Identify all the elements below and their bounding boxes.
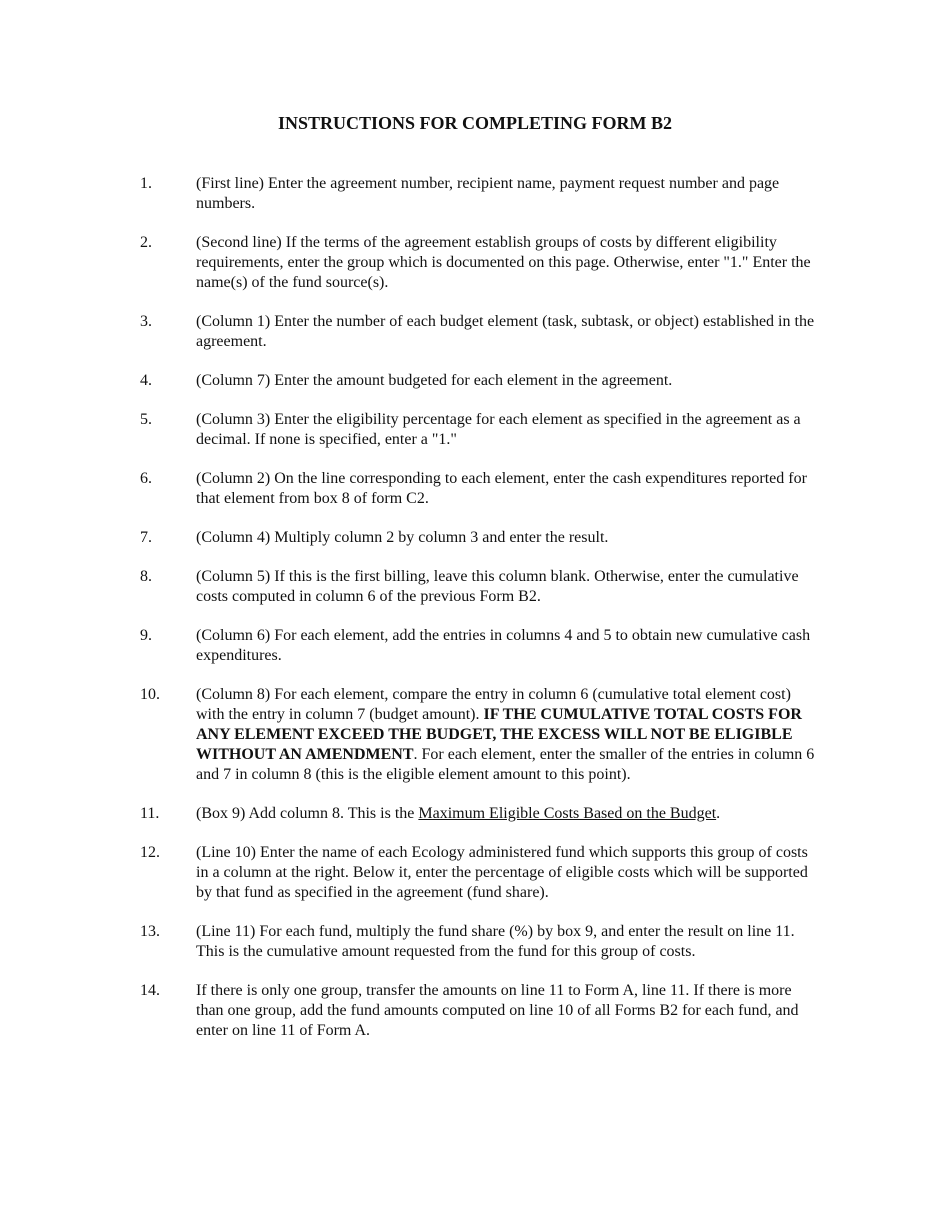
item-number: 7. [140, 529, 152, 546]
instruction-item-13 [140, 922, 820, 962]
item-number: 11. [140, 805, 160, 822]
instruction-item-8 [140, 567, 820, 607]
item-number: 10. [140, 686, 160, 703]
instruction-item-14 [140, 981, 820, 1041]
item-text: (Line 10) Enter the name of each Ecology administered fund which supports this group of costs in a column at the right. Below it, enter the percentage of eligible costs which will be supported by that fund as specified in the agreement (fund share). [196, 844, 808, 901]
instruction-item-12 [140, 843, 820, 903]
item-text: (Column 3) Enter the eligibility percentage for each element as specified in the agreement as a decimal. If none is specified, enter a "1." [196, 411, 801, 448]
item-text-lead: (Box 9) Add column 8. This is the [196, 805, 419, 822]
item-text: (Column 1) Enter the number of each budget element (task, subtask, or object) established in the agreement. [196, 313, 815, 350]
item-number: 1. [140, 175, 152, 192]
instruction-item-9 [140, 626, 820, 666]
instruction-list [140, 174, 820, 1060]
instruction-item-5 [140, 410, 820, 450]
eligibility-warning: IF THE CUMULATIVE TOTAL COSTS FOR ANY ELEMENT EXCEED THE BUDGET, THE EXCESS WILL NOT BE ELIGIBLE WITHOUT AN AMENDMENT [196, 706, 802, 763]
item-text: If there is only one group, transfer the amounts on line 11 to Form A, line 11. If there is more than one group, add the fund amounts computed on line 10 of all Forms B2 for each fund, and enter on line 11 of Form A. [196, 982, 799, 1039]
item-text [196, 804, 820, 824]
item-text: (Column 2) On the line corresponding to each element, enter the cash expenditures reported for that element from box 8 of form C2. [196, 470, 807, 507]
instruction-item-1 [140, 174, 820, 214]
instruction-item-10 [140, 685, 820, 785]
max-eligible-costs-term: Maximum Eligible Costs Based on the Budget [418, 805, 717, 822]
item-number: 14. [140, 982, 160, 999]
item-number: 12. [140, 844, 160, 861]
item-number: 3. [140, 313, 152, 330]
page-title: INSTRUCTIONS FOR COMPLETING FORM B2 [277, 113, 673, 133]
item-text: (Column 5) If this is the first billing, leave this column blank. Otherwise, enter the cumulative costs computed in column 6 of the previous Form B2. [196, 568, 799, 605]
item-text: (Column 7) Enter the amount budgeted for each element in the agreement. [196, 372, 673, 389]
item-text: (Line 11) For each fund, multiply the fund share (%) by box 9, and enter the result on line 11. This is the cumulative amount requested from the fund for this group of costs. [196, 923, 795, 960]
item-text-lead: (Column 8) For each element, compare the entry in column 6 (cumulative total element cost) with the entry in column 7 (budget amount). [196, 686, 791, 723]
instruction-item-7 [140, 528, 820, 548]
instruction-item-6 [140, 469, 820, 509]
item-text: (First line) Enter the agreement number, recipient name, payment request number and page numbers. [196, 175, 780, 212]
item-number: 2. [140, 234, 152, 251]
instruction-item-2 [140, 233, 820, 293]
item-text: (Second line) If the terms of the agreement establish groups of costs by different eligibility requirements, enter the group which is documented on this page. Otherwise, enter "1." Enter the name(s) of the fund source(s). [196, 234, 811, 291]
item-number: 6. [140, 470, 152, 487]
instruction-item-11 [140, 804, 820, 824]
item-text [196, 685, 820, 785]
instruction-item-4 [140, 371, 820, 391]
item-text: (Column 6) For each element, add the entries in columns 4 and 5 to obtain new cumulative cash expenditures. [196, 627, 811, 664]
instruction-item-3 [140, 312, 820, 352]
item-text: (Column 4) Multiply column 2 by column 3 and enter the result. [196, 529, 609, 546]
item-number: 4. [140, 372, 152, 389]
item-text-tail: . For each element, enter the smaller of the entries in column 6 and 7 in column 8 (this is the eligible element amount to this point). [196, 746, 815, 783]
item-number: 5. [140, 411, 152, 428]
item-number: 9. [140, 627, 152, 644]
item-text-tail: . [716, 805, 721, 822]
item-number: 8. [140, 568, 152, 585]
item-number: 13. [140, 923, 160, 940]
